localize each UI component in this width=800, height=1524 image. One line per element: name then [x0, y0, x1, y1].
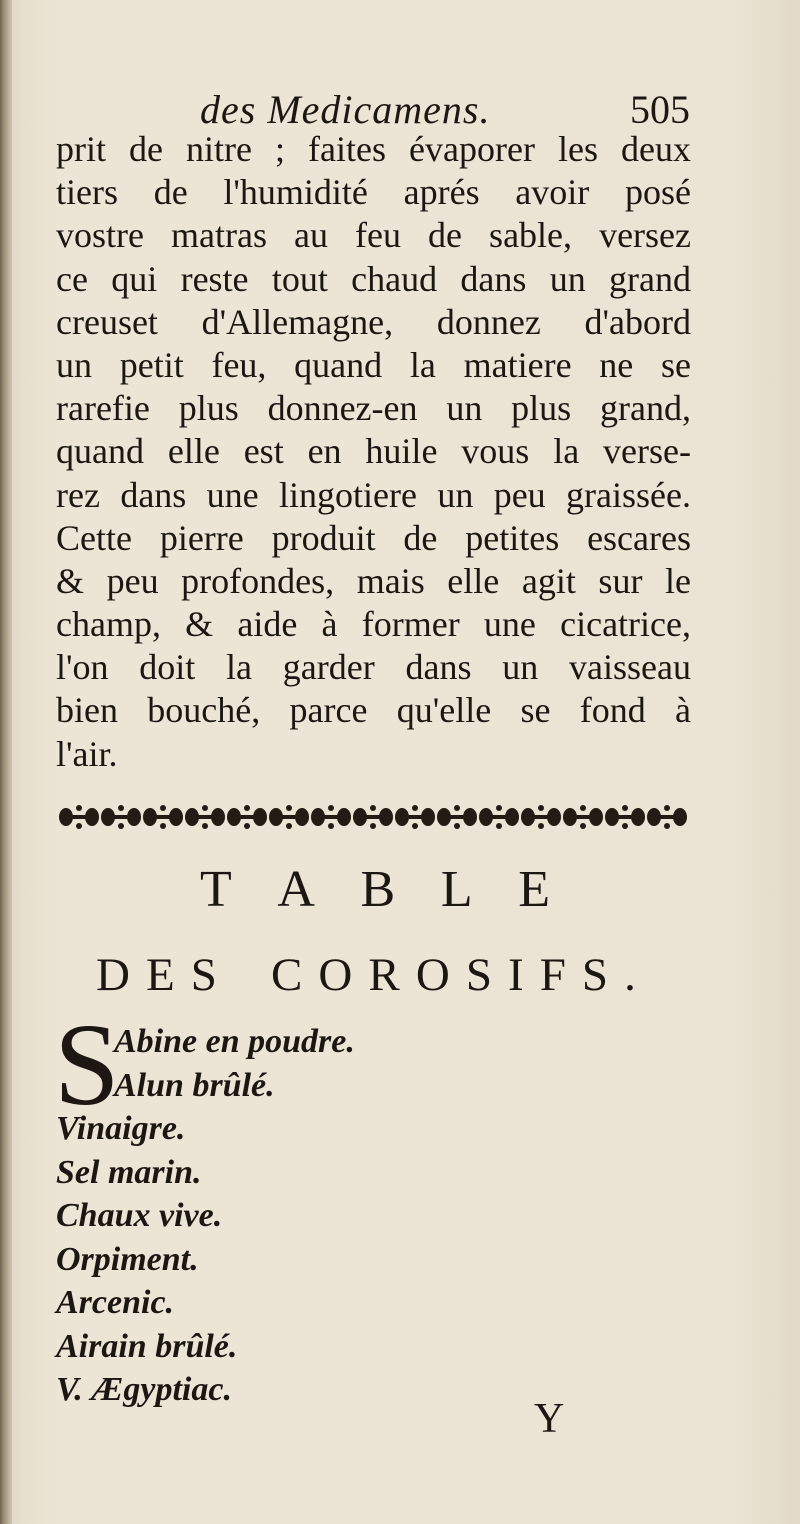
subheading-letter: . [624, 949, 636, 1001]
catchword: Y [534, 1396, 565, 1442]
text-line: bien bouché, parce qu'elle se fond à [56, 690, 691, 731]
corrosives-list [56, 1020, 355, 1412]
text-line: prit de nitre ; faites évaporer les deux [56, 129, 691, 169]
text-line: champ, & aide à former une cicatrice, [56, 604, 691, 645]
heading-letter: L [440, 861, 473, 918]
text-line: quand elle est en huile vous la verse- [56, 431, 691, 472]
page-gutter [0, 0, 12, 1524]
text-line: Cette pierre produit de petites escares [56, 517, 691, 558]
subheading-letter: E [146, 949, 175, 1001]
text-line: vostre matras au feu de sable, versez [56, 215, 691, 256]
subheading-letter: O [415, 949, 450, 1001]
subheading-letter: C [271, 949, 303, 1001]
body-text [56, 128, 691, 776]
text-line: creuset d'Allemagne, donnez d'abord [56, 301, 691, 342]
list-item: Orpiment. [56, 1240, 199, 1278]
subheading-letter: S [190, 949, 217, 1001]
text-line: l'on doit la garder dans un vaisseau [56, 647, 691, 688]
running-head-title: des Medicamens. [200, 87, 491, 132]
text-line: tiers de l'humidité aprés avoir posé [56, 172, 691, 213]
heading-letter: E [518, 861, 550, 918]
list-item: Vinaigre. [56, 1110, 186, 1147]
subheading-letter: R [368, 949, 400, 1001]
text-line: l'air. [56, 733, 118, 774]
list-item: Abine en poudre. [114, 1023, 355, 1060]
page-number: 505 [630, 87, 690, 132]
text-line: rarefie plus donnez-en un plus grand, [56, 388, 691, 429]
text-line: ce qui reste tout chaud dans un grand [56, 258, 691, 299]
text-line: un petit feu, quand la matiere ne se [56, 344, 691, 385]
list-item: Sel marin. [56, 1153, 202, 1191]
running-head [200, 86, 690, 132]
heading-letter: B [360, 861, 396, 918]
heading-letter: T [200, 861, 232, 918]
subheading-letter: S [581, 949, 609, 1001]
subheading-letter: I [508, 949, 524, 1001]
text-line: rez dans une lingotiere un peu graissée. [56, 474, 691, 515]
drop-cap: S [54, 999, 120, 1130]
table-subheading [96, 948, 636, 1002]
subheading-letter: F [539, 949, 566, 1001]
table-heading [200, 860, 550, 919]
heading-letter: A [277, 861, 315, 918]
list-item: Airain brûlé. [56, 1327, 238, 1365]
list-item: V. Ægyptiac. [56, 1371, 232, 1408]
ornament-rule [58, 800, 688, 834]
subheading-letter: O [318, 949, 353, 1001]
list-item: Chaux vive. [56, 1197, 223, 1234]
text-line: & peu profondes, mais elle agit sur le [56, 560, 691, 601]
list-item: Arcenic. [56, 1284, 175, 1321]
subheading-letter: S [465, 949, 492, 1001]
subheading-letter: D [96, 949, 130, 1001]
list-item: Alun brûlé. [114, 1066, 275, 1104]
